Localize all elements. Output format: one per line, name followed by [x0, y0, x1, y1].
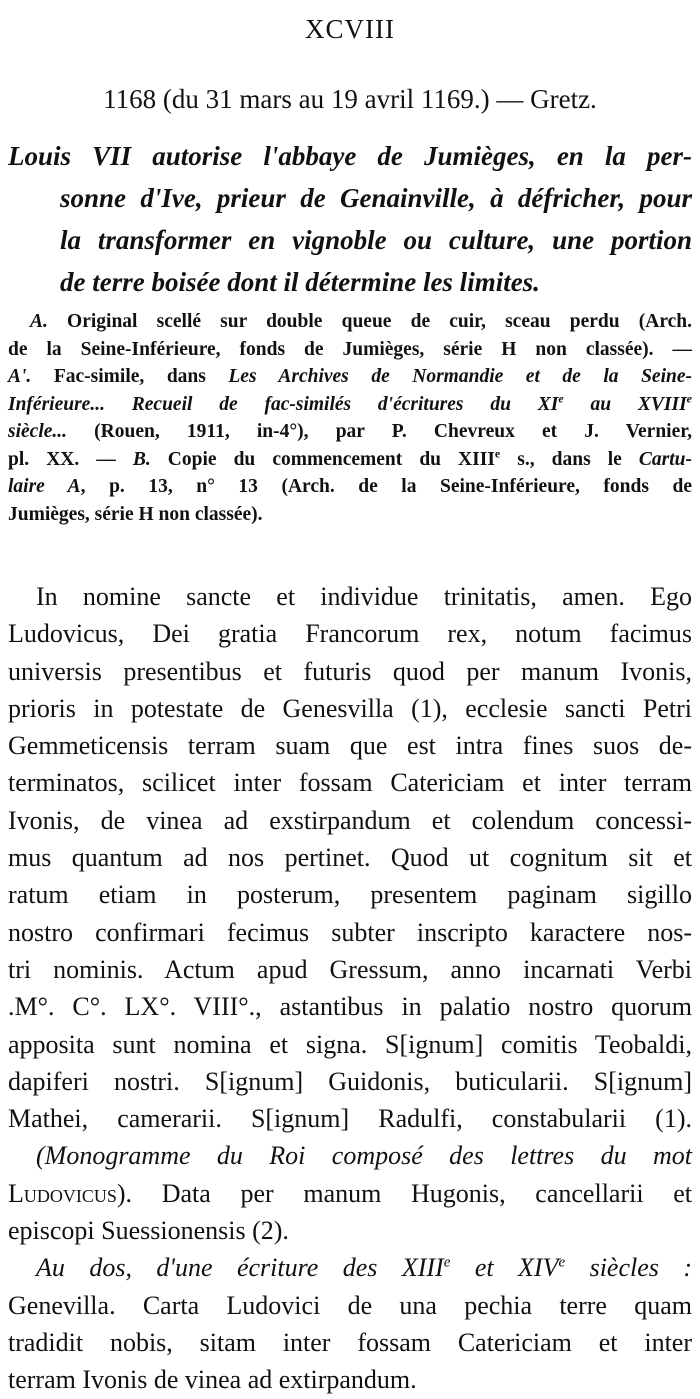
text-line: prioris in potestate de Genesvilla (1), ecclesie sancti Petri — [8, 693, 692, 723]
summary-line: Louis VII autorise l'abbaye de Jumièges, en la per- — [8, 141, 692, 171]
summary-line: la transformer en vignoble ou culture, une portion — [60, 225, 692, 255]
summary-line: de terre boisée dont il détermine les limites. — [60, 267, 540, 297]
dorse-line: terram Ivonis de vinea ad extirpandum. — [8, 1365, 417, 1395]
text-line: dapiferi nostri. S[ignum] Guidonis, buticularii. S[ignum] — [8, 1066, 692, 1096]
charter-summary — [8, 135, 692, 303]
text-line: Ludovicus, Dei gratia Francorum rex, notum facimus — [8, 619, 692, 649]
text-line: In nomine sancte et individue trinitatis, amen. Ego — [36, 582, 692, 611]
source-line: Jumièges, série H non classée). — [8, 503, 263, 525]
source-line: laire A, p. 13, n° 13 (Arch. de la Seine-Inférieure, fonds de — [8, 476, 692, 497]
source-line: A'. Fac-simile, dans Les Archives de Normandie et de la Seine- — [8, 366, 692, 387]
text-line: ratum etiam in posterum, presentem paginam sigillo — [8, 880, 692, 910]
text-line: universis presentibus et futuris quod per manum Ivonis, — [8, 656, 692, 686]
source-line: Inférieure... Recueil de fac-similés d'écritures du XIe au XVIIIe — [8, 391, 692, 415]
source-line: A. Original scellé sur double queue de cuir, sceau perdu (Arch. — [30, 311, 692, 332]
charter-number: XCVIII — [305, 14, 395, 44]
siglum: B. — [132, 448, 151, 470]
source-notes — [8, 308, 692, 528]
text-line: mus quantum ad nos pertinet. Quod ut cognitum sit et — [8, 843, 692, 873]
text-line: Mathei, camerarii. S[ignum] Radulfi, constabularii (1). — [8, 1104, 692, 1134]
text-line: nostro confirmari fecimus subter inscripto karactere nos- — [8, 917, 692, 947]
text-line: terminatos, scilicet inter fossam Catericiam et inter terram — [8, 768, 692, 798]
text-line: tri nominis. Actum apud Gressum, anno incarnati Verbi — [8, 954, 692, 984]
charter-text — [8, 578, 692, 1399]
text-line: Ivonis, de vinea ad exstirpandum et colendum concessi- — [8, 805, 692, 835]
siglum: A'. — [8, 366, 32, 387]
monogram-line: Ludovicus). Data per manum Hugonis, cancellarii et — [8, 1178, 692, 1208]
dorse-line: Genevilla. Carta Ludovici de una pechia terre quam — [8, 1290, 692, 1320]
text-line: .M°. C°. LX°. VIII°., astantibus in palatio nostro quorum — [8, 992, 692, 1022]
monogram-line: (Monogramme du Roi composé des lettres du mot — [36, 1141, 692, 1171]
dorse-heading: Au dos, d'une écriture des XIIIe et XIVe siècles : — [36, 1253, 692, 1283]
text-line: Gemmeticensis terram suam que est intra fines suos de- — [8, 731, 692, 761]
dorse-line: tradidit nobis, sitam inter fossam Catericiam et inter — [8, 1327, 692, 1357]
summary-line: sonne d'Ive, prieur de Genainville, à défricher, pour — [60, 183, 692, 213]
dateline: 1168 (du 31 mars au 19 avril 1169.) — Gretz. — [103, 84, 597, 114]
source-line: pl. XX. — B. Copie du commencement du XIIIe s., dans le Cartu- — [8, 446, 692, 470]
siglum: A. — [30, 311, 48, 332]
monogram-line: episcopi Suessionensis (2). — [8, 1216, 289, 1246]
source-line: siècle... (Rouen, 1911, in-4°), par P. Chevreux et J. Vernier, — [8, 421, 692, 442]
text-line: apposita sunt nomina et signa. S[ignum] comitis Teobaldi, — [8, 1029, 692, 1059]
source-line: de la Seine-Inférieure, fonds de Jumièges, série H non classée). — — [8, 338, 692, 360]
